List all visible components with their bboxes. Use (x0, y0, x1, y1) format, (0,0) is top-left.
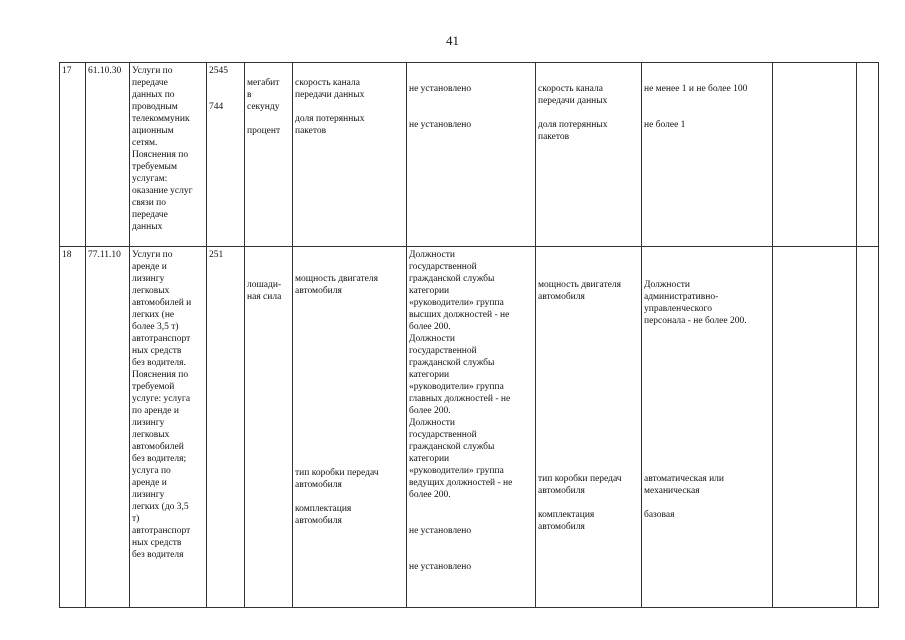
table-row (60, 63, 879, 247)
unit-name: лошади- ная сила (245, 247, 293, 608)
requirements-table (59, 62, 879, 608)
empty-cell (773, 63, 857, 247)
characteristic-value: не установлено не установлено (407, 63, 536, 247)
item-name: Услуги по передаче данных по проводным телекоммуник ационным сетям. Пояснения по требуемым услугам: оказание услуг связи по передаче данных (130, 63, 207, 247)
empty-cell (773, 247, 857, 608)
okpd-code: 61.10.30 (86, 63, 130, 247)
empty-cell (857, 63, 879, 247)
page-number: 41 (446, 33, 459, 48)
characteristic: скорость канала передачи данных доля потерянных пакетов (293, 63, 407, 247)
row-number: 18 (60, 247, 86, 608)
characteristic-value: Должности государственной гражданской службы категории «руководители» группа высших должностей - не более 200. Должности государственной гражданской службы категории «руководители» группа главных должностей - не более 200. Должности государственной гражданской службы категории «руководители» группа ведущих должностей - не более 200. не установлено не установлено (407, 247, 536, 608)
empty-cell (857, 247, 879, 608)
characteristic-value-2: Должности административно- управленческого персонала - не более 200. автоматическая или механическая базовая (642, 247, 773, 608)
table-row (60, 247, 879, 608)
characteristic-2: мощность двигателя автомобиля тип коробки передач автомобиля комплектация автомобиля (536, 247, 642, 608)
item-name: Услуги по аренде и лизингу легковых автомобилей и легких (не более 3,5 т) автотранспорт ных средств без водителя. Пояснения по требуемой услуге: услуга по аренде и лизингу легковых автомобилей без водителя; услуга по аренде и лизингу легких (до 3,5 т) автотранспорт ных средств без водителя (130, 247, 207, 608)
okei-code: 2545 744 (207, 63, 245, 247)
characteristic-value-2: не менее 1 и не более 100 не более 1 (642, 63, 773, 247)
row-number: 17 (60, 63, 86, 247)
okei-code: 251 (207, 247, 245, 608)
okpd-code: 77.11.10 (86, 247, 130, 608)
unit-name: мегабит в секунду процент (245, 63, 293, 247)
characteristic-2: скорость канала передачи данных доля потерянных пакетов (536, 63, 642, 247)
characteristic: мощность двигателя автомобиля тип коробки передач автомобиля комплектация автомобиля (293, 247, 407, 608)
